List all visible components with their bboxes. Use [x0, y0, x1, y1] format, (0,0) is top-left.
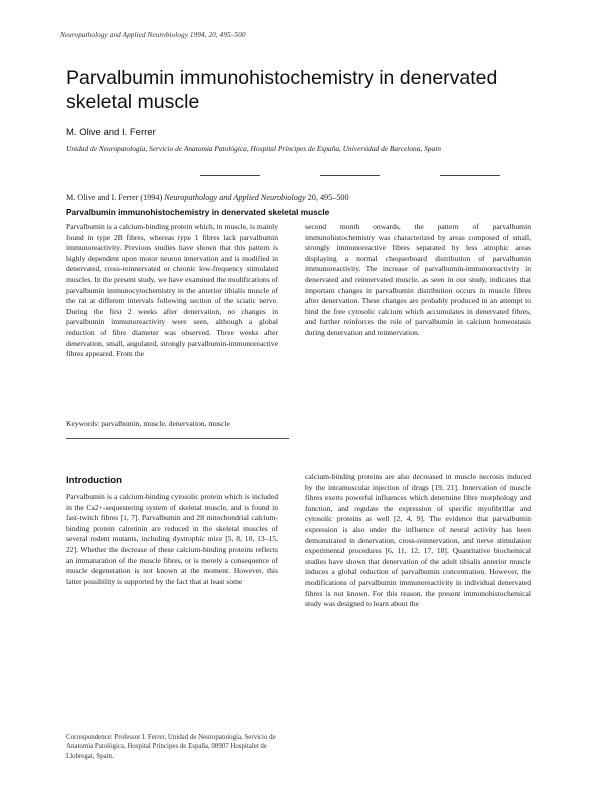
divider-rule-2	[320, 175, 380, 176]
divider-rule-3	[440, 175, 500, 176]
section-title-introduction: Introduction	[66, 475, 122, 486]
abstract-right-text: second month onwards, the pattern of parvalbumin immunohistochemistry was characterized by areas composed of small, strongly immunoreactive fibres separated by less atrophic areas displaying a normal chequerboard distribution of parvalbumin immunoreactivity. The increase of parvalbumin-immunoreactivity in denervated and reinnervated muscle, as seen in our study, indicates that important changes in parvalbumin distribution occurs in muscle fibres after denervation. These changes are probably produced in an attempt to bind the free cytosolic calcium which accumulates in denervated fibres, and further reinforces the role of parvalbumin in calcium homeostasis during denervation and reinnervation.	[305, 222, 531, 337]
abstract-right-column	[305, 222, 531, 339]
intro-left-text: Parvalbumin is a calcium-binding cytosolic protein which is included in the Ca2+-sequestering system of skeletal muscle, and is found in fast-twitch fibres [1, 7]. Parvalbumin and 28 mitochondrial calcium-binding protein calretinin are reduced in the skeletal muscles of several rodent mutants, including dystrophic mice [5, 8, 10, 13–15, 22]. Whether the decrease of these calcium-binding proteins reflects an immaturation of the muscle fibres, or is merely a consequence of muscle degeneration is not known at the moment. However, this latter possibility is supported by the fact that at least some	[66, 492, 278, 586]
correspondence-note: Correspondence: Professor I. Ferrer, Unidad de Neuropatología, Servicio de Anatomía Patológica, Hospital Príncipes de España, 08907 Hospitalet de Llobregat, Spain.	[66, 734, 276, 760]
citation-authors: M. Olive and I. Ferrer (1994)	[66, 193, 163, 202]
intro-right-text: calcium-binding proteins are also decreased in muscle necrosis induced by the intramuscular injection of drugs [19, 21]. Innervation of muscle fibres exerts powerful influences which determine fibre morphology and function, and regulate the expression of specific myofibrillar and cytosolic proteins as well [2, 4, 9]. The evidence that parvalbumin expression is also under the influence of neural activity has been demonstrated in denervation, cross-reinnervation, and nerve stimulation experimental procedures [6, 11, 12, 17, 18]. Quantitative biochemical studies have shown that denervation of the adult tibialis anterior muscle induces a global reduction of parvalbumin concentration. However, the modifications of parvalbumin immunoreactivity in individual denervated fibres is not known. For this reason, the present immunohistochemical study was designed to learn about the	[305, 472, 531, 609]
citation-volume: 20, 495–500	[307, 193, 349, 202]
authors: M. Olive and I. Ferrer	[66, 127, 156, 138]
article-title: Parvalbumin immunohistochemistry in denervated skeletal muscle	[66, 67, 498, 113]
citation-journal: Neuropathology and Applied Neurobiology	[164, 193, 306, 202]
journal-header: Neuropathology and Applied Neurobiology 1994, 20, 495–500	[60, 31, 246, 39]
citation-line	[66, 193, 546, 202]
keywords-rule	[66, 438, 289, 439]
intro-left-column	[66, 492, 278, 587]
affiliation: Unidad de Neuropatología, Servicio de Anatomía Patológica, Hospital Príncipes de España, Universidad de Barcelona, Spain	[66, 144, 441, 153]
divider-rule-1	[200, 175, 260, 176]
abstract-left-column	[66, 222, 278, 360]
abstract-title: Parvalbumin immunohistochemistry in denervated skeletal muscle	[66, 207, 330, 217]
intro-right-column	[305, 472, 531, 610]
keywords: Keywords: parvalbumin, muscle, denervation, muscle	[66, 419, 230, 428]
abstract-left-text: Parvalbumin is a calcium-binding protein which, in muscle, is mainly found in type 2B fibres, whereas type 1 fibres lack parvalbumin immunoreactivity. Previous studies have shown that this pattern is highly dependent upon motor neuron innervation and is modified in denervated, cross-reinnervated or chronic low-frequency stimulated muscles. In the present study, we have examined the modifications of parvalbumin immunocytochemistry in the anterior tibialis muscle of the rat at different intervals following section of the sciatic nerve. During the first 2 weeks after denervation, no changes in parvalbumin immunoreactivity were seen, although a global reduction of fibre diameter was observed. Three weeks after denervation, small, angulated, strongly parvalbumin-immunoreactive fibres appeared. From the	[66, 222, 278, 359]
